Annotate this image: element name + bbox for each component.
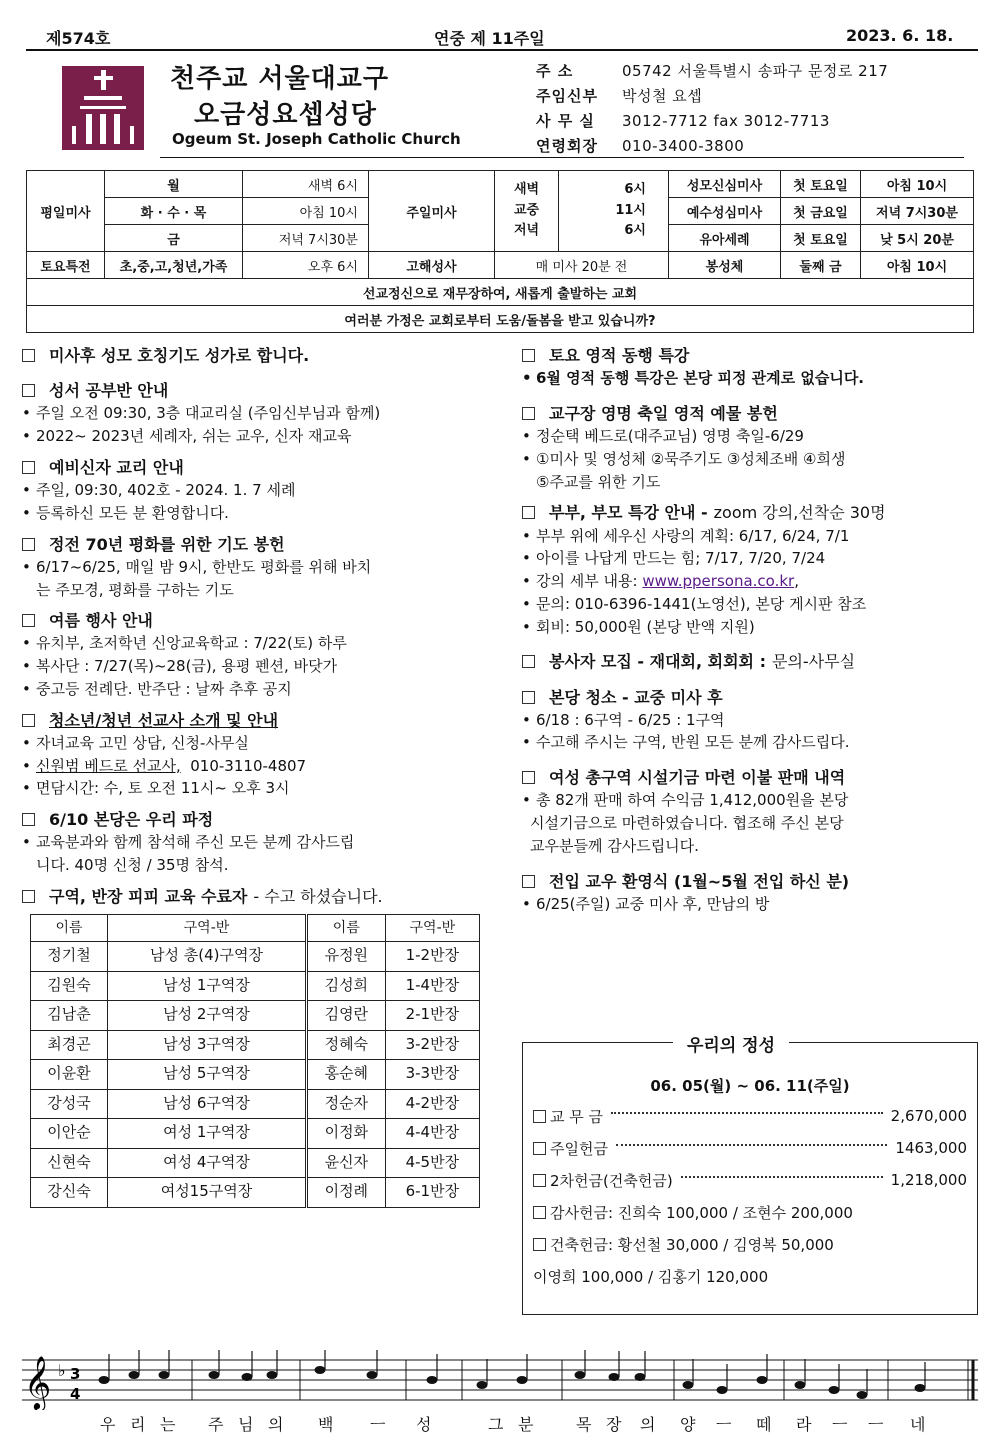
info-office-phone: 3012-7712 fax 3012-7713 [622, 111, 830, 130]
list-item-continued: ⑤주교를 위한 기도 [536, 472, 661, 491]
confession-label: 고해성사 [369, 252, 495, 279]
section-title: 여름 행사 안내 [49, 611, 153, 631]
lyric-syllable: ㅡ [868, 1415, 884, 1434]
lyric-syllable: 분 [518, 1415, 534, 1434]
mass-day: 화 · 수 · 목 [105, 198, 243, 225]
section-title: 교구장 영명 축일 영적 예물 봉헌 [549, 403, 778, 423]
church-logo [62, 66, 144, 150]
sunday-mass-hours [559, 171, 669, 252]
table-cell: 정혜숙 [306, 1030, 385, 1060]
info-address: 05742 서울특별시 송파구 문정로 217 [622, 62, 889, 80]
table-cell: 유정원 [306, 942, 385, 972]
table-header: 구역-반 [385, 915, 479, 942]
lyric-syllable: ㅡ [832, 1415, 848, 1434]
table-cell: 김영란 [306, 1001, 385, 1031]
table-cell: 1-4반장 [385, 971, 479, 1001]
checkbox-icon [522, 691, 535, 704]
lyric-syllable: 떼 [756, 1415, 772, 1434]
special-mass-name: 성모신심미사 [669, 171, 781, 198]
offering-box [522, 1036, 978, 1315]
lyric-syllable: 양 [680, 1415, 696, 1434]
list-item-continued: 니다. 40명 신청 / 35명 참석. [36, 856, 229, 875]
list-item: • 아이를 나답게 만드는 힘; 7/17, 7/20, 7/24 [522, 548, 982, 570]
table-row [31, 1001, 480, 1031]
dotted-leader [611, 1112, 883, 1114]
table-cell: 여성15구역장 [107, 1178, 306, 1208]
checkbox-icon [533, 1238, 546, 1251]
list-item: • 자녀교육 고민 상담, 신청-사무실 [22, 733, 492, 755]
note-head [683, 1381, 694, 1389]
section-heading [522, 650, 982, 673]
section-title: 부부, 부모 특강 안내 - [549, 503, 708, 523]
header-rule [26, 49, 978, 51]
list-item: • ①미사 및 영성체 ②묵주기도 ③성체조배 ④희생 [522, 449, 982, 471]
special-mass-time: 아침 10시 [861, 252, 974, 279]
checkbox-icon [533, 1142, 546, 1155]
section-title: 여성 총구역 시설기금 마련 이불 판매 내역 [549, 768, 846, 788]
offering-amount: 1,218,000 [890, 1171, 967, 1189]
note-head [242, 1373, 253, 1381]
table-cell: 4-2반장 [385, 1089, 479, 1119]
special-mass-day: 첫 토요일 [781, 225, 861, 252]
table-header: 구역-반 [107, 915, 306, 942]
checkbox-icon [22, 714, 35, 727]
section-title: 미사후 성모 호칭기도 성가로 합니다. [49, 346, 310, 365]
lyric-syllable: 성 [416, 1415, 432, 1434]
table-cell: 김원숙 [31, 971, 108, 1001]
list-item: • 6월 영적 동행 특강은 본당 피정 관계로 없습니다. [522, 368, 982, 390]
table-cell: 1-2반장 [385, 942, 479, 972]
info-pastor: 박성철 요셉 [622, 87, 703, 105]
music-staff [22, 1350, 978, 1410]
table-cell: 김성희 [306, 971, 385, 1001]
checkbox-icon [22, 384, 35, 397]
offering-label: 교 무 금 [550, 1107, 604, 1126]
table-cell: 여성 4구역장 [107, 1148, 306, 1178]
offering-line [533, 1104, 967, 1128]
note-head [209, 1371, 220, 1379]
note-head [857, 1391, 868, 1399]
checkbox-icon [22, 349, 35, 362]
list-item: • 강의 세부 내용: www.ppersona.co.kr, [522, 571, 982, 593]
checkbox-icon [522, 875, 535, 888]
note-head [795, 1381, 806, 1389]
table-cell: 이정화 [306, 1119, 385, 1149]
info-key: 주임신부 [536, 87, 598, 105]
mass-time: 저녁 7시30분 [243, 225, 369, 252]
saturday-mass-who: 초,중,고,청년,가족 [105, 252, 243, 279]
issue-number: 제574호 [46, 29, 111, 48]
lyric-syllable: 의 [640, 1415, 656, 1434]
table-row [31, 1148, 480, 1178]
section-heading [522, 766, 982, 789]
table-header: 이름 [31, 915, 108, 942]
list-item: • 6/18 : 6구역 - 6/25 : 1구역 [522, 710, 982, 732]
special-mass-time: 아침 10시 [861, 171, 974, 198]
special-mass-name: 유아세례 [669, 225, 781, 252]
lyric-syllable: 네 [910, 1415, 926, 1434]
header-divider [160, 157, 964, 158]
note-head [517, 1376, 528, 1384]
building-offering-continued: 이영희 100,000 / 김홍기 120,000 [533, 1267, 769, 1286]
lecture-website-link[interactable]: www.ppersona.co.kr [642, 572, 795, 591]
mass-day: 월 [105, 171, 243, 198]
table-cell: 이정례 [306, 1178, 385, 1208]
table-cell: 2-1반장 [385, 1001, 479, 1031]
sunday-name: 새벽 [513, 181, 540, 197]
sunday-name: 저녁 [513, 223, 540, 239]
section-title: 봉사자 모집 - 재대회, 회회회 : [549, 652, 766, 672]
section-heading [522, 501, 982, 524]
lyric-syllable: 주 [208, 1415, 224, 1434]
saturday-mass-label: 토요특전 [27, 252, 105, 279]
liturgical-week: 연중 제 11주일 [434, 29, 545, 48]
table-cell: 윤신자 [306, 1148, 385, 1178]
mass-day: 금 [105, 225, 243, 252]
bulletin-date: 2023. 6. 18. [846, 26, 954, 45]
list-item: • 회비: 50,000원 (본당 반액 지원) [522, 617, 982, 639]
list-item [22, 756, 492, 778]
section-title: 성서 공부반 안내 [49, 381, 169, 401]
table-cell: 남성 5구역장 [107, 1060, 306, 1090]
list-item-continued: 시설기금으로 마련하였습니다. 협조해 주신 본당 [530, 814, 844, 833]
list-item: • 수고해 주시는 구역, 반원 모든 분께 감사드립다. [522, 732, 982, 754]
section-heading [522, 344, 982, 367]
note-head [315, 1366, 326, 1374]
section-title: 정전 70년 평화를 위한 기도 봉헌 [49, 534, 285, 554]
weekday-mass-label: 평일미사 [27, 171, 105, 252]
list-item-continued: 교우분들께 감사드립니다. [530, 836, 699, 855]
offering-line [533, 1264, 967, 1288]
sunday-mass-label: 주일미사 [369, 171, 495, 252]
table-cell: 남성 2구역장 [107, 1001, 306, 1031]
sunday-hour: 6시 [624, 181, 646, 197]
table-header: 이름 [306, 915, 385, 942]
section-heading [22, 885, 492, 908]
note-head [427, 1376, 438, 1384]
list-item: • 유치부, 초저학년 신앙교육학교 : 7/22(토) 하루 [22, 633, 492, 655]
section-title: 6/10 본당은 우리 파정 [49, 810, 214, 830]
note-head [829, 1386, 840, 1394]
lyric-syllable: 장 [606, 1415, 622, 1434]
table-cell: 3-3반장 [385, 1060, 479, 1090]
section-note: zoom 강의,선착순 30명 [713, 503, 886, 523]
thanks-offering: 감사헌금: 진희숙 100,000 / 조현수 200,000 [550, 1203, 853, 1222]
offering-line [533, 1200, 967, 1224]
checkbox-icon [522, 506, 535, 519]
special-mass-name: 봉성체 [669, 252, 781, 279]
table-cell: 최경곤 [31, 1030, 108, 1060]
note-head [609, 1373, 620, 1381]
table-cell: 강신숙 [31, 1178, 108, 1208]
table-cell: 이안순 [31, 1119, 108, 1149]
sunday-hour: 11시 [615, 202, 646, 218]
info-key: 연령회장 [536, 137, 598, 155]
section-title: 전입 교우 환영식 (1월~5월 전입 하신 분) [549, 871, 850, 891]
section-title: 예비신자 교리 안내 [49, 457, 184, 477]
song-lyrics [0, 1412, 1004, 1442]
table-cell: 홍순혜 [306, 1060, 385, 1090]
offering-amount: 2,670,000 [890, 1107, 967, 1125]
table-cell: 남성 3구역장 [107, 1030, 306, 1060]
note-head [477, 1381, 488, 1389]
table-row [31, 1089, 480, 1119]
lyric-syllable: 우 [100, 1415, 116, 1434]
leaders-table [30, 914, 480, 1208]
offering-label: 2차헌금(건축헌금) [550, 1171, 673, 1190]
building-offering: 건축헌금: 황선철 30,000 / 김영복 50,000 [550, 1235, 834, 1254]
note-head [575, 1371, 586, 1379]
offering-title: 우리의 정성 [673, 1031, 789, 1056]
offering-label: 주일헌금 [550, 1139, 608, 1158]
parish-info [536, 58, 888, 158]
parish-question: 여러분 가정은 교회로부터 도움/돌봄을 받고 있습니까? [27, 306, 974, 333]
section-note: - 수고 하셨습니다. [253, 886, 383, 906]
sunday-hour: 6시 [624, 223, 646, 239]
parish-title: 오금성요셉성당 [194, 100, 377, 130]
checkbox-icon [533, 1174, 546, 1187]
right-column [522, 336, 982, 916]
table-cell: 4-5반장 [385, 1148, 479, 1178]
table-cell: 강성국 [31, 1089, 108, 1119]
section-heading [22, 533, 492, 556]
table-cell: 김남춘 [31, 1001, 108, 1031]
list-item: • 주일, 09:30, 402호 - 2024. 1. 7 세례 [22, 480, 492, 502]
checkbox-icon [522, 655, 535, 668]
checkbox-icon [22, 538, 35, 551]
list-item: • 교육분과와 함께 참석해 주신 모든 분께 감사드립 [22, 832, 492, 854]
missionary-name: 신원범 베드로 선교사, [36, 756, 181, 775]
table-row [31, 1030, 480, 1060]
section-heading [22, 808, 492, 831]
sunday-name: 교중 [513, 202, 540, 218]
lyric-syllable: 라 [796, 1415, 812, 1434]
section-title: 본당 청소 - 교중 미사 후 [549, 687, 723, 707]
info-funeral-phone: 010-3400-3800 [622, 136, 745, 155]
list-item-continued: 는 주모경, 평화를 구하는 기도 [36, 580, 234, 599]
list-item: • 중고등 전례단. 반주단 : 날짜 추후 공지 [22, 679, 492, 701]
section-heading [22, 456, 492, 479]
table-cell: 남성 1구역장 [107, 971, 306, 1001]
diocese-title: 천주교 서울대교구 [170, 64, 389, 94]
checkbox-icon [522, 349, 535, 362]
table-cell: 이윤환 [31, 1060, 108, 1090]
note-head [915, 1384, 926, 1392]
time-signature-top: 3 [70, 1365, 81, 1383]
checkbox-icon [522, 407, 535, 420]
lecture-detail-label: 강의 세부 내용: [536, 572, 638, 591]
lyric-syllable: ㅡ [370, 1415, 386, 1434]
special-mass-time: 저녁 7시30분 [861, 198, 974, 225]
parish-motto: 선교정신으로 재무장하여, 새롭게 출발하는 교회 [27, 279, 974, 306]
offering-period: 06. 05(월) ~ 06. 11(주일) [650, 1077, 850, 1095]
list-item: • 총 82개 판매 하여 수익금 1,412,000원을 본당 [522, 790, 982, 812]
table-cell: 정순자 [306, 1089, 385, 1119]
offering-line [533, 1136, 967, 1160]
note-head [757, 1376, 768, 1384]
dotted-leader [681, 1176, 883, 1178]
section-heading [22, 609, 492, 632]
saturday-mass-time: 오후 6시 [243, 252, 369, 279]
treble-clef-icon: 𝄞 [24, 1355, 52, 1409]
parish-title-english: Ogeum St. Joseph Catholic Church [172, 130, 461, 148]
table-row [31, 1119, 480, 1149]
left-column [22, 336, 492, 1208]
special-mass-time: 낮 5시 20분 [861, 225, 974, 252]
checkbox-icon [22, 461, 35, 474]
table-cell: 3-2반장 [385, 1030, 479, 1060]
lyric-syllable: 님 [238, 1415, 254, 1434]
table-cell: 신현숙 [31, 1148, 108, 1178]
table-cell: 남성 6구역장 [107, 1089, 306, 1119]
list-item: • 2022~ 2023년 세례자, 쉬는 교우, 신자 재교육 [22, 426, 492, 448]
note-head [129, 1371, 140, 1379]
section-heading [22, 344, 492, 367]
list-item: • 6/25(주일) 교중 미사 후, 만남의 방 [522, 894, 982, 916]
table-row [31, 1178, 480, 1208]
special-mass-day: 둘째 금 [781, 252, 861, 279]
note-head [159, 1371, 170, 1379]
section-heading [22, 379, 492, 402]
table-cell: 남성 총(4)구역장 [107, 942, 306, 972]
section-heading [522, 686, 982, 709]
mass-time: 아침 10시 [243, 198, 369, 225]
mass-schedule-table [26, 170, 974, 333]
time-signature-bottom: 4 [70, 1385, 81, 1403]
section-title: 구역, 반장 피피 교육 수료자 [49, 886, 248, 906]
table-cell: 정기철 [31, 942, 108, 972]
checkbox-icon [22, 890, 35, 903]
table-cell: 6-1반장 [385, 1178, 479, 1208]
list-item: • 복사단 : 7/27(목)~28(금), 용평 펜션, 바닷가 [22, 656, 492, 678]
lyric-syllable: 는 [160, 1415, 176, 1434]
checkbox-icon [22, 813, 35, 826]
section-title: 토요 영적 동행 특강 [549, 346, 690, 365]
mass-time: 새벽 6시 [243, 171, 369, 198]
checkbox-icon [533, 1206, 546, 1219]
list-item: • 면담시간: 수, 토 오전 11시~ 오후 3시 [22, 778, 492, 800]
sunday-mass-names [495, 171, 559, 252]
special-mass-day: 첫 토요일 [781, 171, 861, 198]
lyric-syllable: 의 [268, 1415, 284, 1434]
section-heading [522, 870, 982, 893]
checkbox-icon [522, 771, 535, 784]
lyric-syllable: 백 [318, 1415, 334, 1434]
info-key: 주 소 [536, 62, 574, 80]
list-item: • 부부 위에 세우신 사랑의 계획: 6/17, 6/24, 7/1 [522, 526, 982, 548]
dotted-leader [616, 1144, 887, 1146]
special-mass-day: 첫 금요일 [781, 198, 861, 225]
note-head [267, 1371, 278, 1379]
table-row [31, 942, 480, 972]
lyric-syllable: 그 [488, 1415, 504, 1434]
list-item: • 6/17~6/25, 매일 밤 9시, 한반도 평화를 위해 바치 [22, 557, 492, 579]
table-cell: 4-4반장 [385, 1119, 479, 1149]
section-title: 청소년/청년 선교사 소개 및 안내 [49, 710, 279, 730]
note-head [635, 1373, 646, 1381]
offering-line [533, 1232, 967, 1256]
section-note: 문의-사무실 [772, 652, 856, 672]
list-item: • 등록하신 모든 분 환영합니다. [22, 503, 492, 525]
note-head [717, 1386, 728, 1394]
confession-time: 매 미사 20분 전 [495, 252, 669, 279]
lyric-syllable: 리 [130, 1415, 146, 1434]
table-cell: 여성 1구역장 [107, 1119, 306, 1149]
table-row [31, 971, 480, 1001]
lyric-syllable: ㅡ [716, 1415, 732, 1434]
section-heading [522, 402, 982, 425]
note-head [99, 1376, 110, 1384]
checkbox-icon [22, 614, 35, 627]
offering-line [533, 1168, 967, 1192]
missionary-phone: 010-3110-4807 [190, 756, 307, 775]
checkbox-icon [533, 1110, 546, 1123]
list-item: • 주일 오전 09:30, 3층 대교리실 (주임신부님과 함께) [22, 403, 492, 425]
lyric-syllable: 목 [576, 1415, 592, 1434]
list-item: • 정순택 베드로(대주교님) 영명 축일-6/29 [522, 426, 982, 448]
special-mass-name: 예수성심미사 [669, 198, 781, 225]
info-key: 사 무 실 [536, 112, 595, 130]
section-heading [22, 709, 492, 732]
list-item: • 문의: 010-6396-1441(노영선), 본당 게시판 참조 [522, 594, 982, 616]
flat-icon: ♭ [58, 1361, 66, 1380]
table-row [31, 1060, 480, 1090]
offering-amount: 1463,000 [895, 1139, 967, 1157]
note-head [367, 1371, 378, 1379]
